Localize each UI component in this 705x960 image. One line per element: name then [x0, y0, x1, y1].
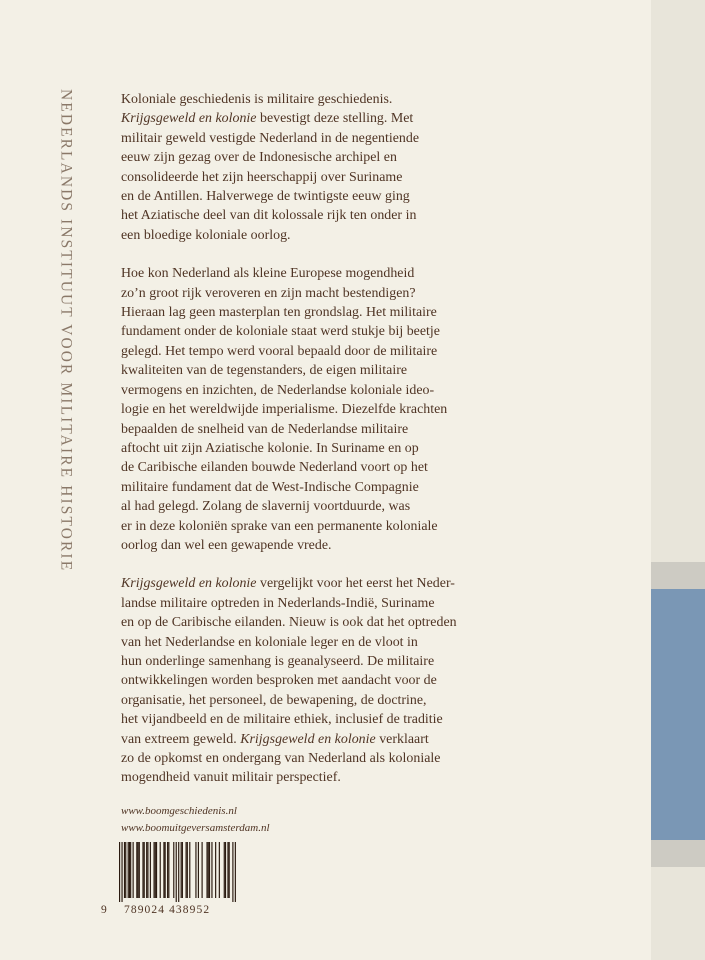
- text-line: zo de opkomst en ondergang van Nederland als koloniale: [121, 751, 441, 766]
- barcode-bar: [173, 842, 174, 898]
- spine-gray-band-bottom: [651, 840, 705, 867]
- text-line: al had gelegd. Zolang de slavernij voortduurde, was: [121, 499, 411, 515]
- text-line: vermogens en inzichten, de Nederlandse koloniale ideo-: [121, 382, 435, 398]
- barcode-bar: [215, 842, 216, 898]
- barcode-bar: [163, 842, 164, 898]
- barcode-bar: [189, 842, 190, 898]
- barcode-bar: [129, 842, 130, 898]
- text-line: ontwikkelingen worden besproken met aandacht voor de: [121, 673, 437, 689]
- text-line: van extreem geweld. Krijgsgeweld en kolonie verklaart: [121, 731, 429, 747]
- text-line: de Caribische eilanden bouwde Nederland voort op het: [121, 460, 428, 476]
- barcode-bar: [130, 842, 131, 898]
- text-line: zo’n groot rijk veroveren en zijn macht bestendigen?: [121, 285, 416, 301]
- barcode-bar: [156, 842, 157, 898]
- barcode-bar: [224, 842, 225, 898]
- spine-blue-band: [651, 589, 705, 840]
- text-line: een bloedige koloniale oorlog.: [121, 227, 291, 243]
- text-line: Hieraan lag geen masterplan ten grondslag. Het militaire: [121, 305, 437, 321]
- barcode-bar: [187, 842, 188, 898]
- barcode-bar: [128, 842, 129, 898]
- text-line: Krijgsgeweld en kolonie vergelijkt voor het eerst het Neder-: [121, 576, 455, 592]
- text-line: Krijgsgeweld en kolonie bevestigt deze stelling. Met: [121, 111, 414, 127]
- barcode-bar: [232, 842, 233, 902]
- text-line: er in deze koloniën sprake van een permanente koloniale: [121, 518, 438, 534]
- isbn-barcode: [119, 842, 236, 902]
- isbn-first-digit: 9: [101, 904, 107, 916]
- barcode-bar: [150, 842, 151, 898]
- text-line: organisatie, het personeel, de bewapening, de doctrine,: [121, 692, 427, 708]
- text-line: militair geweld vestigde Nederland in de negentiende: [121, 130, 420, 146]
- website-link[interactable]: www.boomuitgeversamsterdam.nl: [121, 822, 270, 834]
- text-line: oorlog dan wel een gewapende vrede.: [121, 537, 332, 553]
- barcode-bar: [198, 842, 199, 898]
- barcode-bar: [165, 842, 166, 898]
- barcode-bar: [125, 842, 126, 898]
- barcode-bar: [206, 842, 207, 898]
- barcode-bar: [168, 842, 169, 898]
- barcode-bar: [136, 842, 137, 898]
- isbn-digits: 789024 438952: [124, 904, 211, 916]
- barcode-bar: [178, 842, 179, 902]
- text-line: bepaalden de snelheid van de Nederlandse militaire: [121, 421, 409, 437]
- barcode-bar: [195, 842, 196, 898]
- text-line: mogendheid vanuit militair perspectief.: [121, 770, 341, 786]
- blurb-text: [121, 90, 473, 807]
- text-line: het Aziatische deel van dit kolossale rijk ten onder in: [121, 208, 417, 224]
- barcode-bar: [176, 842, 177, 902]
- text-line: consolideerde het zijn heerschappij over Suriname: [121, 169, 403, 185]
- text-line: landse militaire optreden in Nederlands-Indië, Suriname: [121, 595, 435, 611]
- text-line: eeuw zijn gezag over de Indonesische archipel en: [121, 150, 397, 166]
- publisher-vertical-title: NEDERLANDS INSTITUUT VOOR MILITAIRE HISTORIE: [57, 89, 75, 573]
- text-line: Hoe kon Nederland als kleine Europese mogendheid: [121, 266, 415, 282]
- text-line: Koloniale geschiedenis is militaire geschiedenis.: [121, 92, 393, 107]
- barcode-bar: [144, 842, 145, 898]
- barcode-bar: [139, 842, 140, 898]
- book-title-italic: Krijgsgeweld en kolonie: [121, 111, 257, 127]
- barcode-bar: [229, 842, 230, 898]
- barcode-bar: [124, 842, 125, 898]
- barcode-bar: [121, 842, 122, 902]
- barcode-bar: [211, 842, 212, 898]
- book-title-italic: Krijgsgeweld en kolonie: [240, 731, 376, 747]
- barcode-bar: [160, 842, 161, 898]
- text-line: en de Antillen. Halverwege de twintigste eeuw ging: [121, 189, 410, 205]
- text-line: fundament onder de koloniale staat werd stukje bij beetje: [121, 324, 440, 340]
- text-line: kwaliteiten van de tegenstanders, de eigen militaire: [121, 363, 408, 379]
- barcode-bar: [202, 842, 203, 898]
- barcode-bar: [181, 842, 182, 898]
- barcode-bar: [133, 842, 134, 898]
- barcode-bar: [208, 842, 209, 898]
- barcode-bar: [137, 842, 138, 898]
- barcode-bar: [182, 842, 183, 898]
- barcode-bar: [235, 842, 236, 902]
- text-line: van het Nederlandse en koloniale leger en de vloot in: [121, 634, 418, 650]
- publisher-websites: [121, 803, 270, 837]
- barcode-graphic: [119, 842, 236, 902]
- text-line: militaire fundament dat de West-Indische Compagnie: [121, 479, 419, 495]
- barcode-bar: [186, 842, 187, 898]
- barcode-bar: [153, 842, 154, 898]
- text-line: hun onderlinge samenhang is geanalyseerd. De militaire: [121, 653, 435, 669]
- book-title-italic: Krijgsgeweld en kolonie: [121, 576, 257, 592]
- barcode-bar: [219, 842, 220, 898]
- barcode-bar: [146, 842, 147, 898]
- barcode-bar: [155, 842, 156, 898]
- text-line: aftocht uit zijn Aziatische kolonie. In Suriname en op: [121, 440, 419, 456]
- barcode-bar: [142, 842, 143, 898]
- website-link[interactable]: www.boomgeschiedenis.nl: [121, 805, 237, 817]
- barcode-bar: [147, 842, 148, 898]
- paragraph-1: [121, 90, 473, 245]
- text-line: het vijandbeeld en de militaire ethiek, inclusief de traditie: [121, 712, 443, 728]
- text-line: gelegd. Het tempo werd vooral bepaald door de militaire: [121, 343, 438, 359]
- spine-gray-band-top: [651, 562, 705, 589]
- barcode-bar: [167, 842, 168, 898]
- paragraph-2: [121, 264, 473, 555]
- text-line: logie en het wereldwijde imperialisme. Diezelfde krachten: [121, 402, 448, 418]
- paragraph-3: [121, 574, 473, 787]
- barcode-bar: [227, 842, 228, 898]
- text-line: en op de Caribische eilanden. Nieuw is ook dat het optreden: [121, 615, 457, 631]
- barcode-bar: [225, 842, 226, 898]
- barcode-bar: [119, 842, 120, 902]
- barcode-bar: [209, 842, 210, 898]
